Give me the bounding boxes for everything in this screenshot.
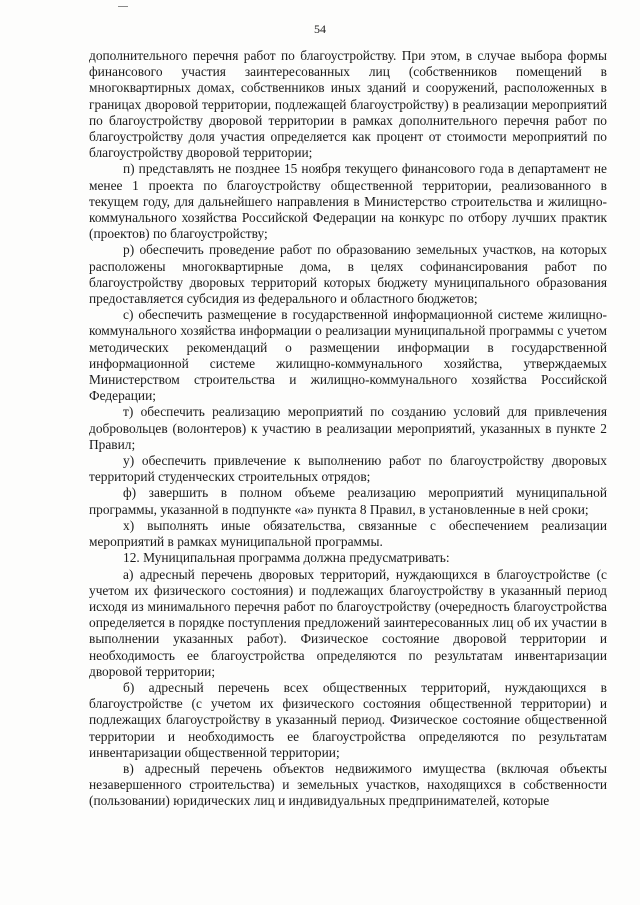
paragraph-item-u: у) обеспечить привлечение к выполнению работ по благоустройству дворовых территорий студенческих строительных отрядов; — [89, 453, 607, 485]
paragraph-item-a: а) адресный перечень дворовых территорий, нуждающихся в благоустройстве (с учетом их физического состояния) и подлежащих благоустройству в указанный период исходя из минимального перечня работ по благоустройству (очередность благоустройства определяется в порядке поступления предложений заинтересованных лиц об их участии в выполнении указанных работ). Физическое состояние дворовой территории и необходимость ее благоустройства определяются по результатам инвентаризации дворовой территории; — [89, 566, 607, 679]
paragraph-item-f: ф) завершить в полном объеме реализацию мероприятий муниципальной программы, указанной в подпункте «а» пункта 8 Правил, в установленные в ней сроки; — [89, 485, 607, 517]
page-number: 54 — [314, 22, 326, 36]
paragraph-item-kh: х) выполнять иные обязательства, связанные с обеспечением реализации мероприятий в рамках муниципальной программы. — [89, 517, 607, 550]
paragraph-item-s: с) обеспечить размещение в государственной информационной системе жилищно-коммунального хозяйства информации о реализации муниципальной программы с учетом методических рекомендаций о размещении информации в государственной информационной системе жилищно-коммунального хозяйства, утверждаемых Министерством строительства и жилищно-коммунального хозяйства Российской Федерации; — [89, 307, 607, 404]
scan-mark — [118, 6, 128, 7]
paragraph-item-p: п) представлять не позднее 15 ноября текущего финансового года в департамент не менее 1 проекта по благоустройству общественной территории, реализованного в текущем году, для дальнейшего направления в Министерство строительства и жилищно-коммунального хозяйства Российской Федерации на конкурс по отбору лучших практик (проектов) по благоустройству; — [89, 161, 607, 242]
paragraph-item-t: т) обеспечить реализацию мероприятий по созданию условий для привлечения добровольцев (волонтеров) к участию в реализации мероприятий, указанных в пункте 2 Правил; — [89, 404, 607, 452]
paragraph-item-r: р) обеспечить проведение работ по образованию земельных участков, на которых расположены многоквартирные дома, в целях софинансирования работ по благоустройству дворовых территорий которых бюджету муниципального образования предоставляется субсидия из федерального и областного бюджетов; — [89, 242, 607, 307]
paragraph-item-b: б) адресный перечень всех общественных территорий, нуждающихся в благоустройстве (с учетом их физического состояния общественной территории) и подлежащих благоустройству в указанный период. Физическое состояние общественной территории и необходимость ее благоустройства определяются по результатам инвентаризации общественной территории; — [89, 679, 607, 760]
paragraph-section-12: 12. Муниципальная программа должна предусматривать: — [123, 550, 450, 566]
paragraph-item-v: в) адресный перечень объектов недвижимого имущества (включая объекты незавершенного строительства) и земельных участков, находящихся в собственности (пользовании) юридических лиц и индивидуальных предпринимателей, которые — [89, 760, 607, 809]
document-body — [89, 48, 607, 810]
paragraph-continuation: дополнительного перечня работ по благоустройству. При этом, в случае выбора формы финансового участия заинтересованных лиц (собственников помещений в многоквартирных домах, собственников иных зданий и сооружений, расположенных в границах дворовой территории, подлежащей благоустройству) в реализации мероприятий по благоустройству дворовой территории в рамках дополнительного перечня работ по благоустройству доля участия определяется как процент от стоимости мероприятий по благоустройству дворовой территории; — [89, 48, 607, 161]
